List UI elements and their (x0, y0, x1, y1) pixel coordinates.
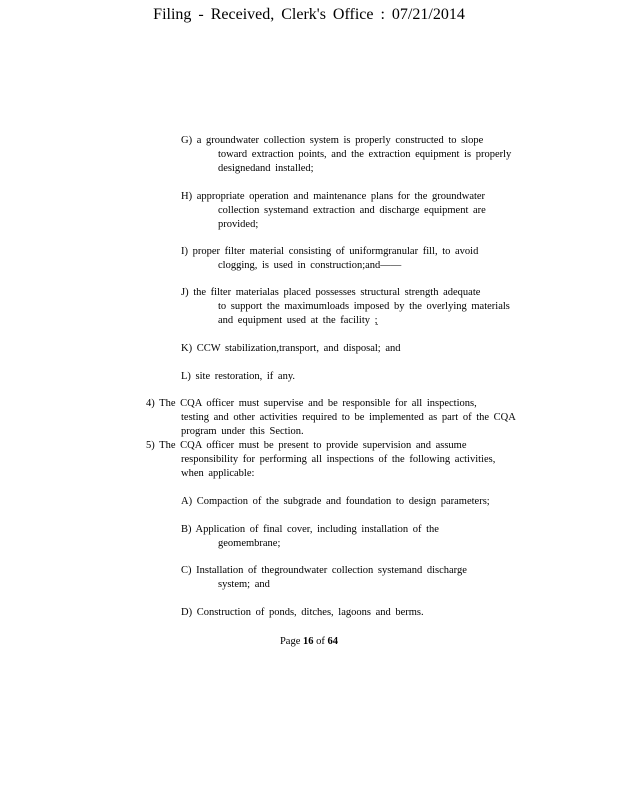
item-g-line-2: toward extraction points, and the extraction equipment is properly (218, 149, 512, 160)
item-j-line-3: and equipment used at the facility ; (218, 315, 378, 326)
filing-header: Filing - Received, Clerk's Office : 07/21/2014 (153, 6, 465, 23)
item-h-line-3: provided; (218, 219, 259, 230)
item-i-line-2: clogging, is used in construction;and—— (218, 260, 402, 271)
para-5-line-1: 5) The CQA officer must be present to provide supervision and assume (146, 440, 467, 451)
para-4-line-3: program under this Section. (181, 426, 304, 437)
para-4-line-1: 4) The CQA officer must supervise and be responsible for all inspections, (146, 398, 477, 409)
item-j-semicolon: ; (374, 315, 378, 326)
item-c-line-2: system; and (218, 579, 270, 590)
para-4-line-2: testing and other activities required to be implemented as part of the CQA (181, 412, 516, 423)
item-h-line-1: H) appropriate operation and maintenance plans for the groundwater (181, 191, 486, 202)
item-l-line-1: L) site restoration, if any. (181, 371, 296, 382)
item-i-line-1: I) proper filter material consisting of uniformgranular fill, to avoid (181, 246, 479, 257)
item-j-line-1: J) the filter materialas placed possesses structural strength adequate (181, 287, 481, 298)
item-h-line-2: collection systemand extraction and discharge equipment are (218, 205, 486, 216)
para-5-line-2: responsibility for performing all inspections of the following activities, (181, 454, 496, 465)
item-b-line-1: B) Application of final cover, including installation of the (181, 524, 439, 535)
current-page: 16 (303, 636, 314, 647)
item-c-line-1: C) Installation of thegroundwater collection systemand discharge (181, 565, 467, 576)
item-b-line-2: geomembrane; (218, 538, 281, 549)
item-j-line-2: to support the maximumloads imposed by the overlying materials (218, 301, 510, 312)
page-number: Page 16 of 64 (279, 636, 339, 647)
item-d-line-1: D) Construction of ponds, ditches, lagoons and berms. (181, 607, 424, 618)
item-g-line-1: G) a groundwater collection system is properly constructed to slope (181, 135, 484, 146)
item-g-line-3: designedand installed; (218, 163, 314, 174)
total-pages: 64 (327, 636, 339, 647)
item-a-line-1: A) Compaction of the subgrade and foundation to design parameters; (181, 496, 490, 507)
para-5-line-3: when applicable: (181, 468, 255, 479)
item-k-line-1: K) CCW stabilization,transport, and disposal; and (181, 343, 401, 354)
